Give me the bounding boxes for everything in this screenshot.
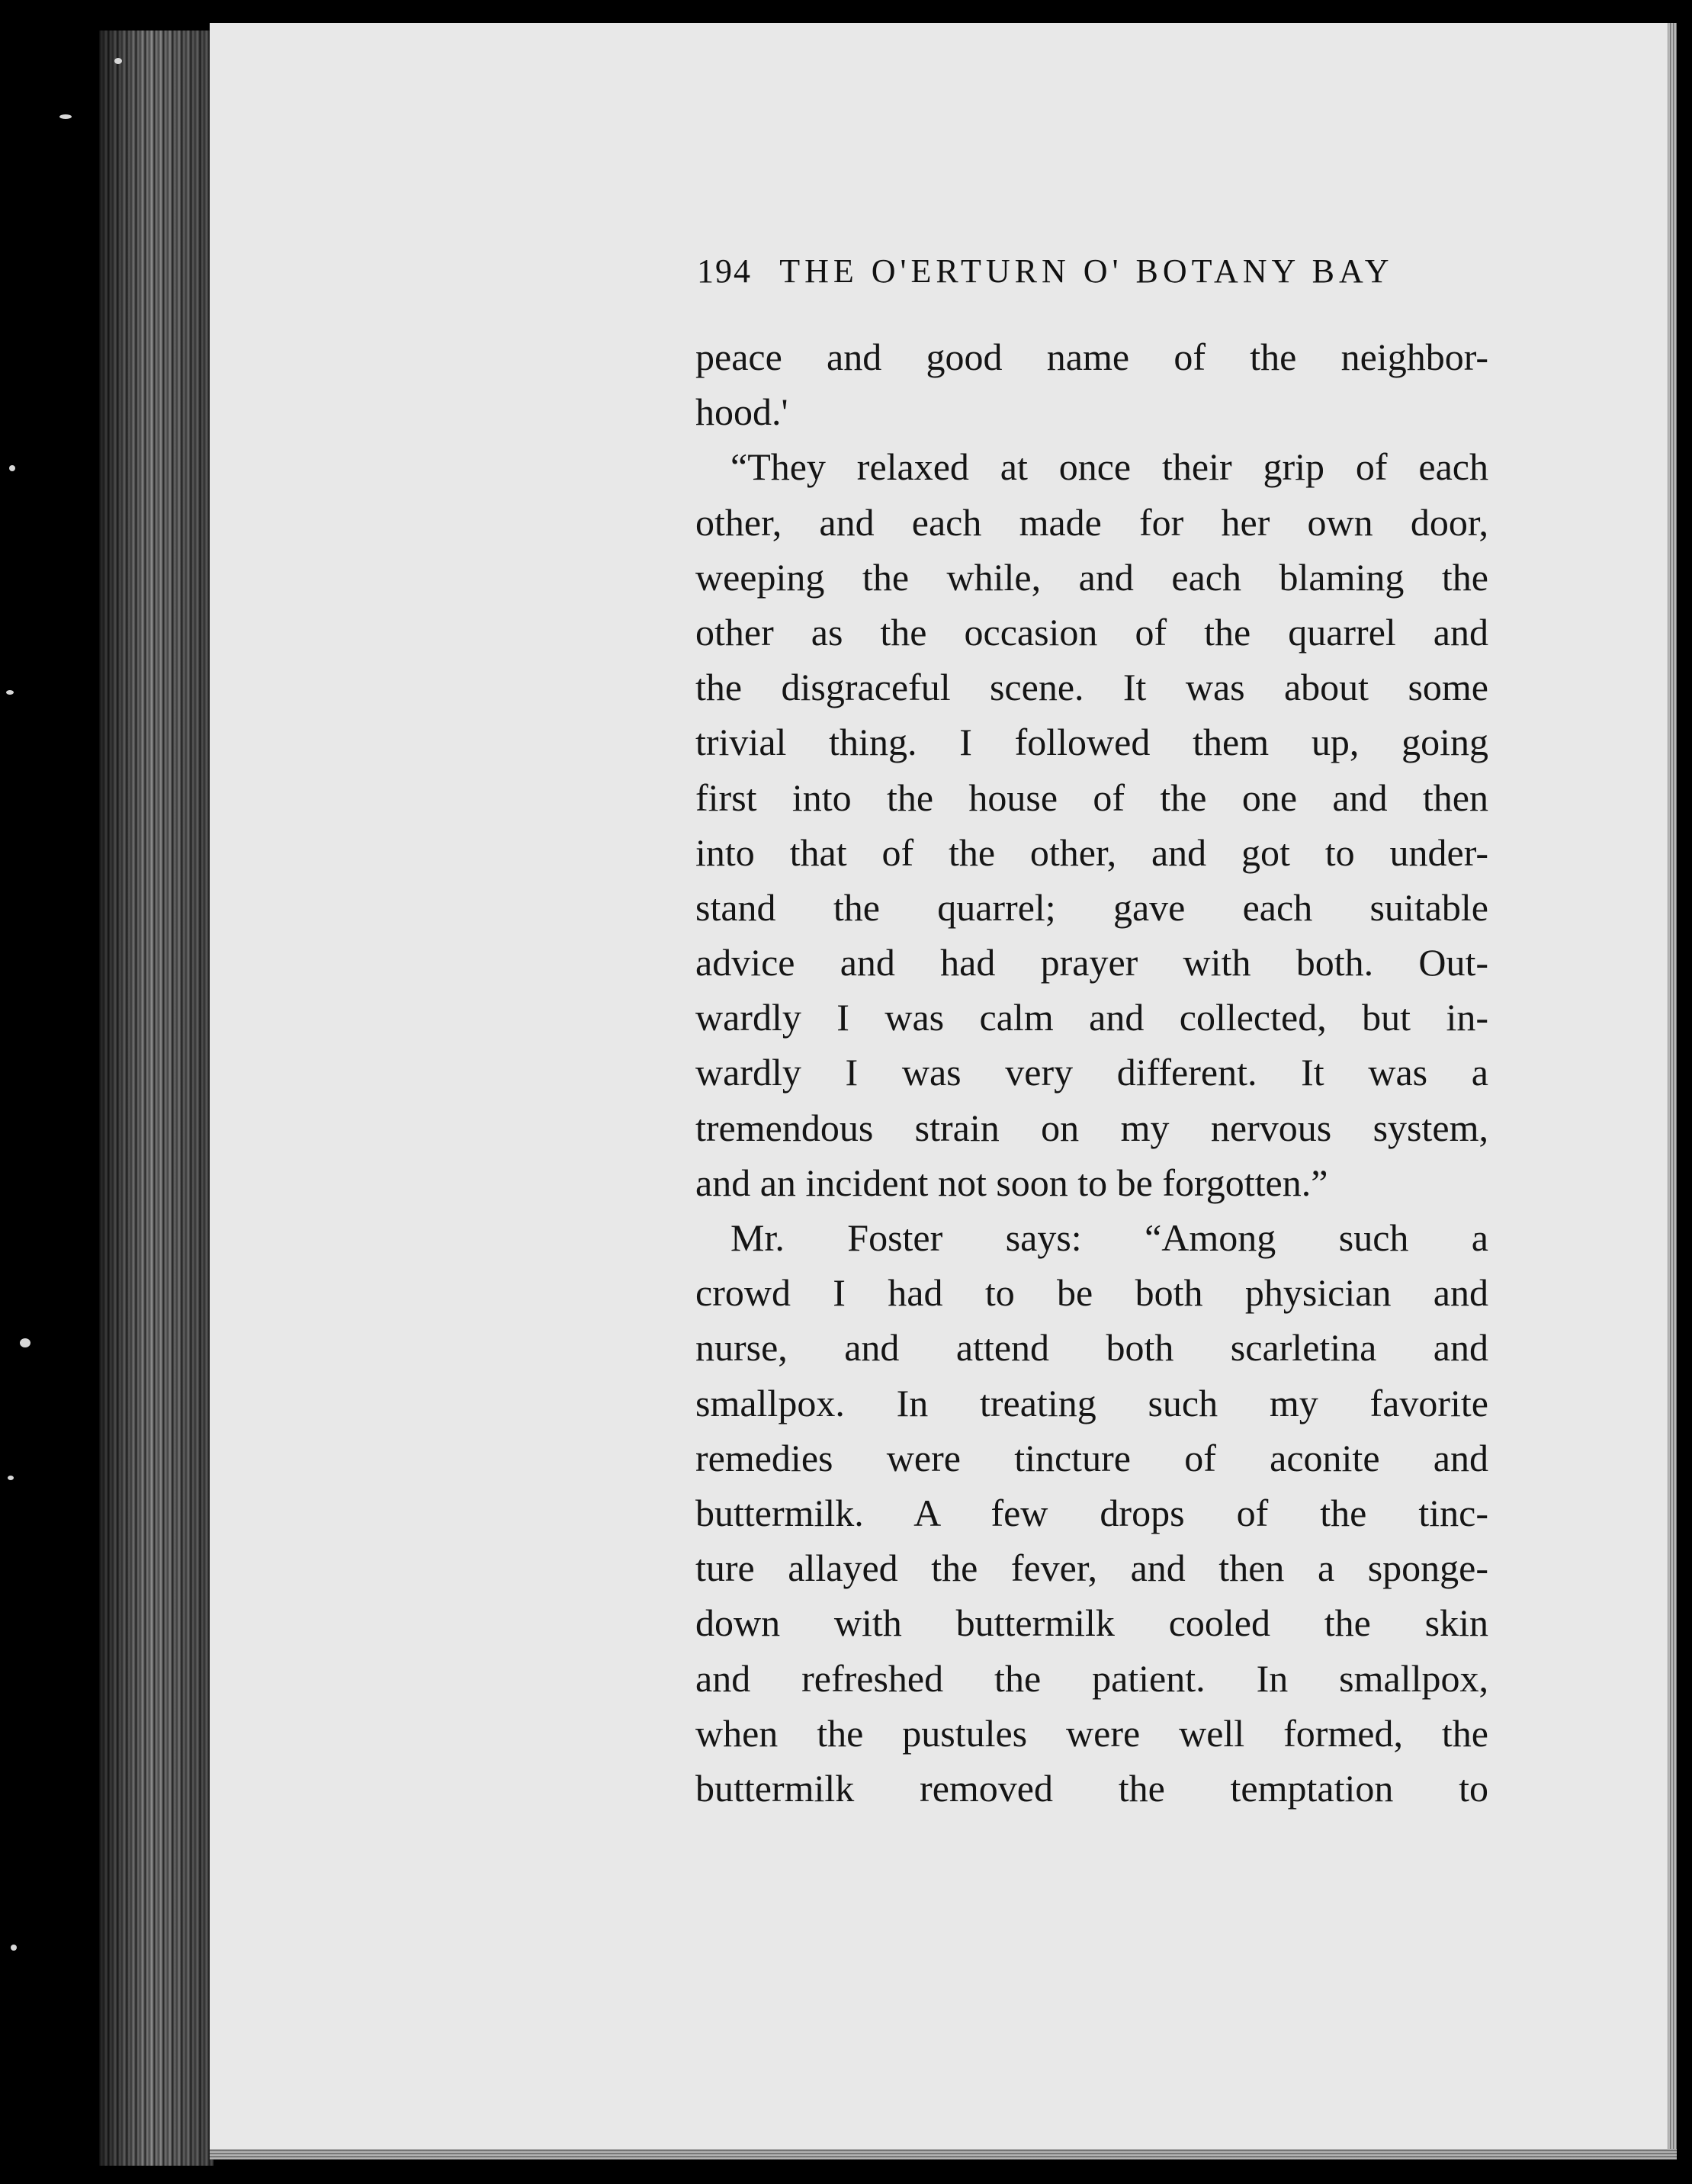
text-line: down with buttermilk cooled the skin xyxy=(695,1601,1488,1645)
text-line: the disgraceful scene. It was about some xyxy=(695,666,1488,709)
text-line: crowd I had to be both physician and xyxy=(695,1271,1488,1315)
running-head xyxy=(697,252,1421,297)
page-right-edge xyxy=(1668,23,1677,2158)
scan-speck xyxy=(20,1338,31,1347)
scan-speck xyxy=(8,1476,14,1480)
text-line: advice and had prayer with both. Out- xyxy=(695,941,1488,984)
text-line: buttermilk. A few drops of the tinc- xyxy=(695,1491,1488,1534)
text-line: into that of the other, and got to under- xyxy=(695,830,1488,874)
text-line: stand the quarrel; gave each suitable xyxy=(695,885,1488,929)
binding-shadow xyxy=(99,31,214,2166)
text-line: peace and good name of the neighbor- xyxy=(695,336,1488,378)
page-number: 194 xyxy=(697,252,752,290)
text-line: first into the house of the one and then xyxy=(695,776,1488,819)
scan-speck xyxy=(59,114,72,119)
text-line: wardly I was very different. It was a xyxy=(695,1051,1488,1094)
text-line: buttermilk removed the temptation to xyxy=(695,1766,1488,1810)
text-line: wardly I was calm and collected, but in- xyxy=(695,996,1488,1039)
text-line: Mr. Foster says: “Among such a xyxy=(730,1216,1488,1259)
scan-speck xyxy=(6,690,14,695)
text-line: nurse, and attend both scarletina and xyxy=(695,1326,1488,1370)
body-text xyxy=(695,329,1488,1816)
text-line: and an incident not soon to be forgotten.” xyxy=(695,1161,1328,1204)
scan-speck xyxy=(9,465,15,471)
scan-speck xyxy=(114,58,122,64)
text-line: trivial thing. I followed them up, going xyxy=(695,721,1488,764)
text-line: hood.' xyxy=(695,390,788,434)
text-line: smallpox. In treating such my favorite xyxy=(695,1381,1488,1424)
text-line: remedies were tincture of aconite and xyxy=(695,1436,1488,1479)
text-line: weeping the while, and each blaming the xyxy=(695,555,1488,599)
text-line: “They relaxed at once their grip of each xyxy=(730,445,1488,489)
text-line: other as the occasion of the quarrel and xyxy=(695,610,1488,654)
text-line: tremendous strain on my nervous system, xyxy=(695,1106,1488,1149)
scan-speck xyxy=(11,1945,17,1951)
text-line: other, and each made for her own door, xyxy=(695,500,1488,544)
text-line: when the pustules were well formed, the xyxy=(695,1711,1488,1755)
page-bottom-edge xyxy=(210,2149,1677,2160)
text-line: and refreshed the patient. In smallpox, xyxy=(695,1656,1488,1700)
running-title: THE O'ERTURN O' BOTANY BAY xyxy=(779,252,1394,290)
text-line: ture allayed the fever, and then a sponge- xyxy=(695,1546,1488,1590)
